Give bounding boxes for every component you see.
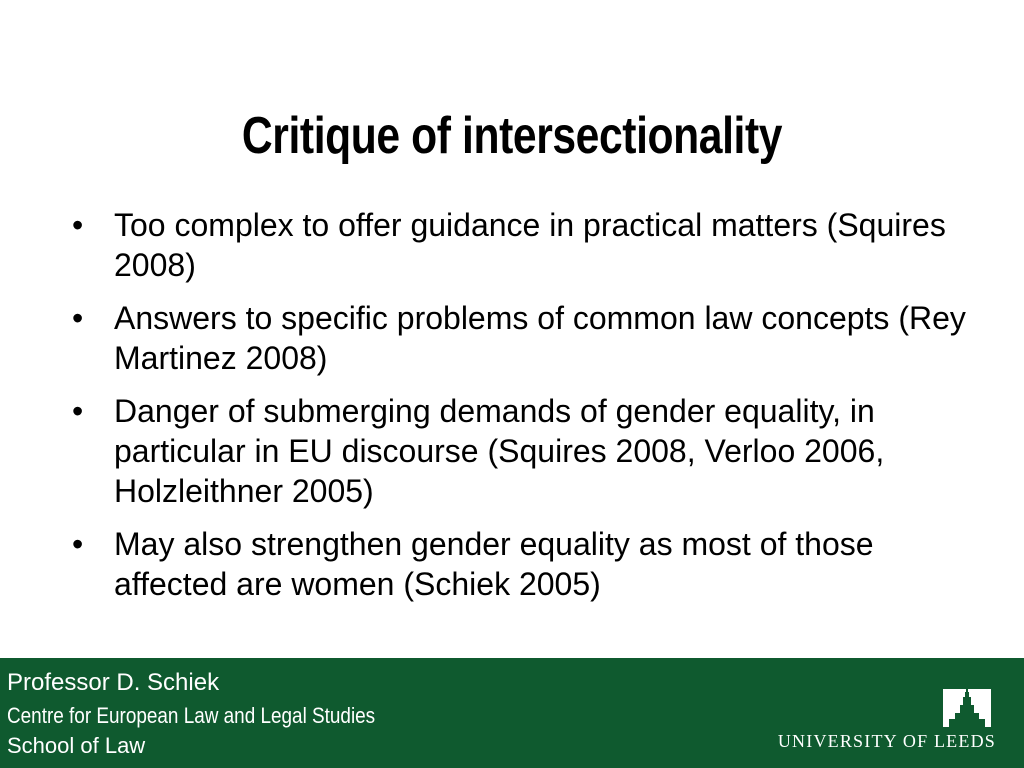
- bullet-icon: •: [72, 207, 84, 243]
- bullet-item-4: [72, 524, 972, 604]
- bullet-text: May also strengthen gender equality as most of those affected are women (Schiek 2005): [114, 526, 874, 602]
- bullet-text: Too complex to offer guidance in practical matters (Squires 2008): [114, 207, 946, 283]
- footer-author: Professor D. Schiek: [7, 669, 220, 696]
- university-name: UNIVERSITY OF LEEDS: [777, 731, 996, 751]
- footer-bar: [0, 658, 1024, 768]
- bullet-text: Answers to specific problems of common law concepts (Rey Martinez 2008): [114, 300, 966, 376]
- bullet-item-3: [72, 391, 972, 511]
- bullet-icon: •: [72, 526, 84, 562]
- footer-centre: Centre for European Law and Legal Studies: [7, 703, 376, 728]
- university-tower-logo-icon: [943, 689, 991, 727]
- slide-title: Critique of intersectionality: [241, 107, 783, 165]
- bullet-list: [72, 205, 972, 617]
- bullet-item-1: [72, 205, 972, 285]
- bullet-icon: •: [72, 393, 84, 429]
- bullet-icon: •: [72, 300, 84, 336]
- bullet-text: Danger of submerging demands of gender equality, in particular in EU discourse (Squires 2008, Verloo 2006, Holzleithner 2005): [114, 393, 885, 509]
- footer-school: School of Law: [7, 733, 146, 758]
- bullet-item-2: [72, 298, 972, 378]
